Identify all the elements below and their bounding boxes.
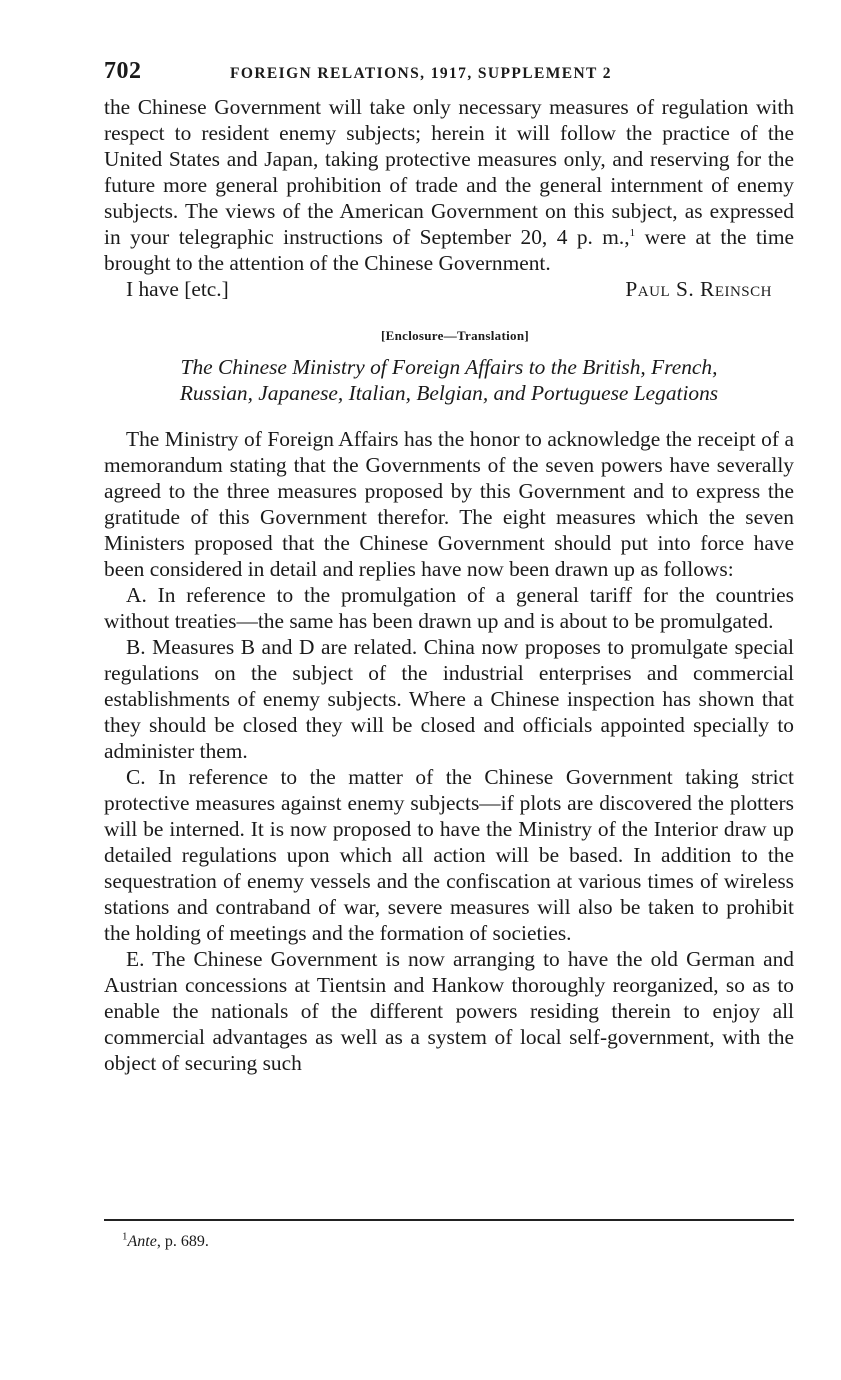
enclosure-label: [Enclosure—Translation] (381, 328, 529, 343)
letter-paragraph-text: the Chinese Government will take only necessary measures of regulation with respect to resident enemy subjects; herein it will follow the practice of the United States and Japan, taking protective measures only, and reserving for the future more general prohibition of trade and the general internment of enemy subjects. The views of the American Government on this subject, as expressed in your telegraphic instructions of September 20, 4 p. m., (104, 95, 794, 249)
running-title: FOREIGN RELATIONS, 1917, SUPPLEMENT 2 (230, 65, 612, 82)
letter-paragraph (104, 94, 794, 276)
document-page (104, 58, 794, 1076)
footnote-divider (104, 1219, 794, 1221)
page-number: 702 (104, 58, 142, 84)
footnote (122, 1230, 209, 1251)
enclosure-paragraph-e: E. The Chinese Government is now arranging to have the old German and Austrian concessions at Tientsin and Hankow thoroughly reorganized, so as to enable the nationals of the different powers residing therein to enjoy all commercial advantages as well as a system of local self-government, with the object of securing such (104, 947, 794, 1075)
signature: Paul S. Reinsch (625, 277, 772, 301)
enclosure-title-line-1: The Chinese Ministry of Foreign Affairs to the British, French, (180, 355, 718, 379)
closing-text: I have [etc.] (126, 277, 229, 301)
footnote-reference: 1 (629, 226, 636, 239)
footnote-page: , p. 689. (156, 1233, 209, 1250)
enclosure-title-line-2: Russian, Japanese, Italian, Belgian, and Portuguese Legations (179, 381, 719, 405)
enclosure-paragraph-b: B. Measures B and D are related. China now proposes to promulgate special regulations on the subject of the industrial enterprises and commercial establishments of enemy subjects. Where a Chinese inspection has shown that they should be closed they will be closed and officials appointed specially to administer them. (104, 635, 794, 763)
running-header (104, 58, 794, 94)
letter-paragraph-end: were at the time brought to the attention of the Chinese Government. (104, 225, 794, 275)
enclosure-paragraph-c: C. In reference to the matter of the Chinese Government taking strict protective measures against enemy subjects—if plots are discovered the plotters will be interned. It is now proposed to have the Ministry of the Interior draw up detailed regulations upon which all action will be based. In addition to the sequestration of enemy vessels and the confiscation at various times of wireless stations and contraband of war, severe measures will also be taken to prohibit the holding of meetings and the formation of societies. (104, 765, 794, 945)
closing-line (104, 276, 794, 302)
footnote-source: Ante (127, 1233, 157, 1250)
footnote-marker: 1 (122, 1230, 128, 1243)
enclosure-title (104, 354, 794, 406)
enclosure-paragraph-a: A. In reference to the promulgation of a general tariff for the countries without treaties—the same has been drawn up and is about to be promulgated. (104, 583, 794, 633)
enclosure-paragraph-intro: The Ministry of Foreign Affairs has the honor to acknowledge the receipt of a memorandum stating that the Governments of the seven powers have severally agreed to the three measures proposed by this Government and to express the gratitude of this Government therefor. The eight measures which the seven Ministers proposed that the Chinese Government should put into force have been considered in detail and replies have now been drawn up as follows: (104, 427, 794, 581)
